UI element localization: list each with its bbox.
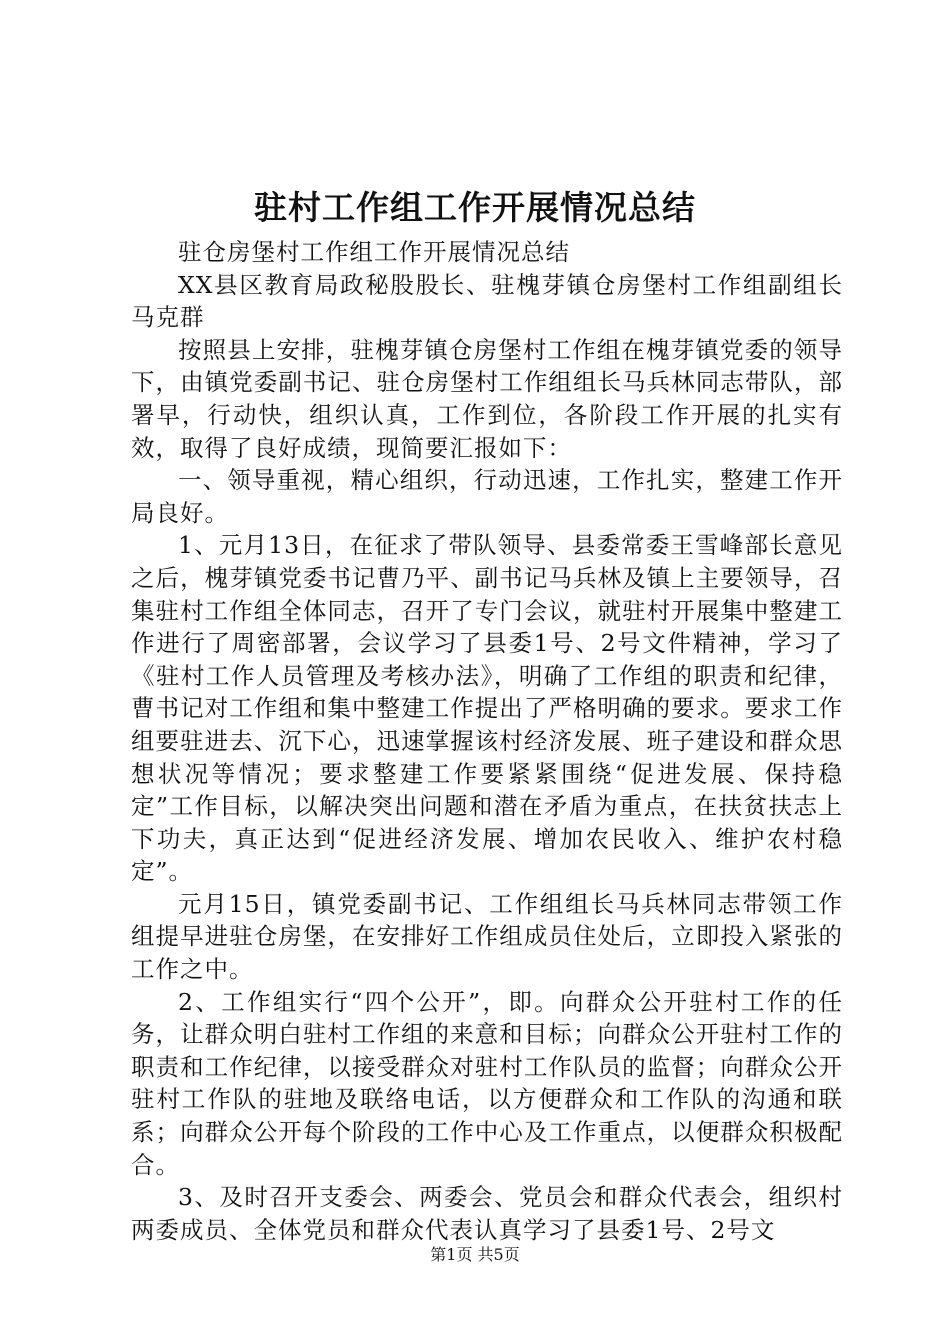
paragraph-author: XX县区教育局政秘股股长、驻槐芽镇仓房堡村工作组副组长马克群 [131, 270, 843, 332]
page-footer: 第1页 共5页 [430, 1245, 520, 1264]
paragraph-item-3: 3、及时召开支委会、两委会、党员会和群众代表会，组织村两委成员、全体党员和群众代表认真学习了县委1号、2号文 [131, 1183, 843, 1244]
paragraph-section-heading: 一、领导重视，精心组织，行动迅速，工作扎实，整建工作开局良好。 [131, 466, 843, 527]
document-body [131, 236, 843, 1246]
paragraph-intro: 按照县上安排，驻槐芽镇仓房堡村工作组在槐芽镇党委的领导下，由镇党委副书记、驻仓房堡村工作组组长马兵林同志带队，部署早，行动快，组织认真，工作到位，各阶段工作开展的扎实有效，取得了良好成绩，现简要汇报如下： [131, 335, 843, 462]
paragraph-item-1: 1、元月13日，在征求了带队领导、县委常委王雪峰部长意见之后，槐芽镇党委书记曹乃平、副书记马兵林及镇上主要领导，召集驻村工作组全体同志，召开了专门会议，就驻村开展集中整建工作进行了周密部署，会议学习了县委1号、2号文件精神，学习了《驻村工作人员管理及考核办法》，明确了工作组的职责和纪律，曹书记对工作组和集中整建工作提出了严格明确的要求。要求工作组要驻进去、沉下心，迅速掌握该村经济发展、班子建设和群众思想状况等情况；要求整建工作要紧紧围绕“促进发展、保持稳定”工作目标，以解决突出问题和潜在矛盾为重点，在扶贫扶志上下功夫，真正达到“促进经济发展、增加农民收入、维护农村稳定”。 [131, 531, 843, 886]
document-title: 驻村工作组工作开展情况总结 [254, 188, 696, 227]
paragraph-subtitle: 驻仓房堡村工作组工作开展情况总结 [178, 238, 570, 266]
paragraph-jan-15: 元月15日，镇党委副书记、工作组组长马兵林同志带领工作组提早进驻仓房堡，在安排好工作组成员住处后，立即投入紧张的工作之中。 [131, 889, 843, 984]
paragraph-item-2: 2、工作组实行“四个公开”，即。向群众公开驻村工作的任务，让群众明白驻村工作组的来意和目标；向群众公开驻村工作的职责和工作纪律，以接受群众对驻村工作队员的监督；向群众公开驻村工作队的驻地及联络电话，以方便群众和工作队的沟通和联系；向群众公开每个阶段的工作中心及工作重点，以便群众积极配合。 [131, 987, 843, 1179]
